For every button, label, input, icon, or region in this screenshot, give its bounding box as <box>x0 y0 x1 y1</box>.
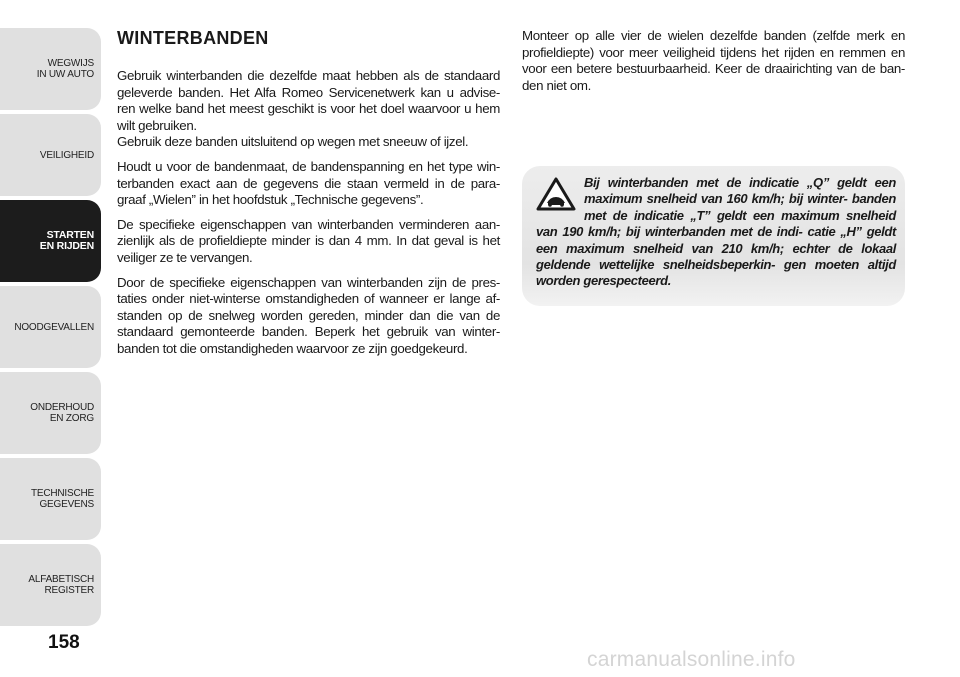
tab-onderhoud-en-zorg[interactable] <box>0 372 101 454</box>
tab-label: NOODGEVALLEN <box>14 321 94 333</box>
paragraph: Houdt u voor de bandenmaat, de bandenspanning en het type win- terbanden exact aan de gegevens die staan vermeld in de para- graaf „Wielen” in het hoofdstuk „Technische gegevens”. <box>117 158 500 208</box>
tab-noodgevallen[interactable] <box>0 286 101 368</box>
warning-note-text: Bij winterbanden met de indicatie „Q” geldt een maximum snelheid van 160 km/h; bij winter- banden met de indicatie „T” geldt een maximum snelheid van 190 km/h; bij winterbanden met de indi- catie „H” geldt een maximum snelheid van 210 km/h; echter de lokaal geldende wettelijke snelheidsbeperkin- gen moeten altijd worden gerespecteerd. <box>536 175 896 289</box>
tab-label: STARTEN EN RIJDEN <box>39 229 94 252</box>
left-column <box>117 68 500 366</box>
tab-technische-gegevens[interactable] <box>0 458 101 540</box>
paragraph: Monteer op alle vier de wielen dezelfde banden (zelfde merk en profieldiepte) voor meer veiligheid tijdens het rijden en remmen en voor een betere bestuurbaarheid. Keer de draairichting van de ban- den niet om. <box>522 28 905 93</box>
page-number: 158 <box>48 632 80 653</box>
tab-label: ONDERHOUD EN ZORG <box>30 402 94 424</box>
tab-label: ALFABETISCH REGISTER <box>28 574 94 596</box>
section-heading: WINTERBANDEN <box>117 28 269 48</box>
right-column <box>522 28 905 102</box>
tab-wegwijs-in-uw-auto[interactable] <box>0 28 101 110</box>
tab-veiligheid[interactable] <box>0 114 101 196</box>
tab-label: WEGWIJS IN UW AUTO <box>36 58 94 80</box>
tab-label: TECHNISCHE GEGEVENS <box>30 488 94 510</box>
watermark: carmanualsonline.info <box>587 648 796 671</box>
tab-alfabetisch-register[interactable] <box>0 544 101 626</box>
paragraph: Door de specifieke eigenschappen van winterbanden zijn de pres- taties onder niet-winterse omstandigheden of wanneer er lange af- standen op de snelweg worden gereden, minder dan die van de standaard gemonteerde banden. Beperk het gebruik van winter- banden tot die omstandigheden waarvoor ze zijn goedgekeurd. <box>117 274 500 356</box>
paragraph: Gebruik winterbanden die dezelfde maat hebben als de standaard geleverde banden. Het Alfa Romeo Servicenetwerk kan u advise- ren welke band het meest geschikt is voor het doel waarvoor u hem wilt gebruiken. <box>117 68 500 133</box>
warning-triangle-icon <box>536 177 576 211</box>
tab-label: VEILIGHEID <box>39 149 94 161</box>
warning-note <box>536 175 896 290</box>
paragraph: De specifieke eigenschappen van winterbanden verminderen aan- zienlijk als de profieldiepte minder is dan 4 mm. In dat geval is het veiliger ze te vervangen. <box>117 216 500 265</box>
tab-starten-en-rijden[interactable] <box>0 200 101 282</box>
paragraph: Gebruik deze banden uitsluitend op wegen met sneeuw of ijzel. <box>117 134 469 150</box>
